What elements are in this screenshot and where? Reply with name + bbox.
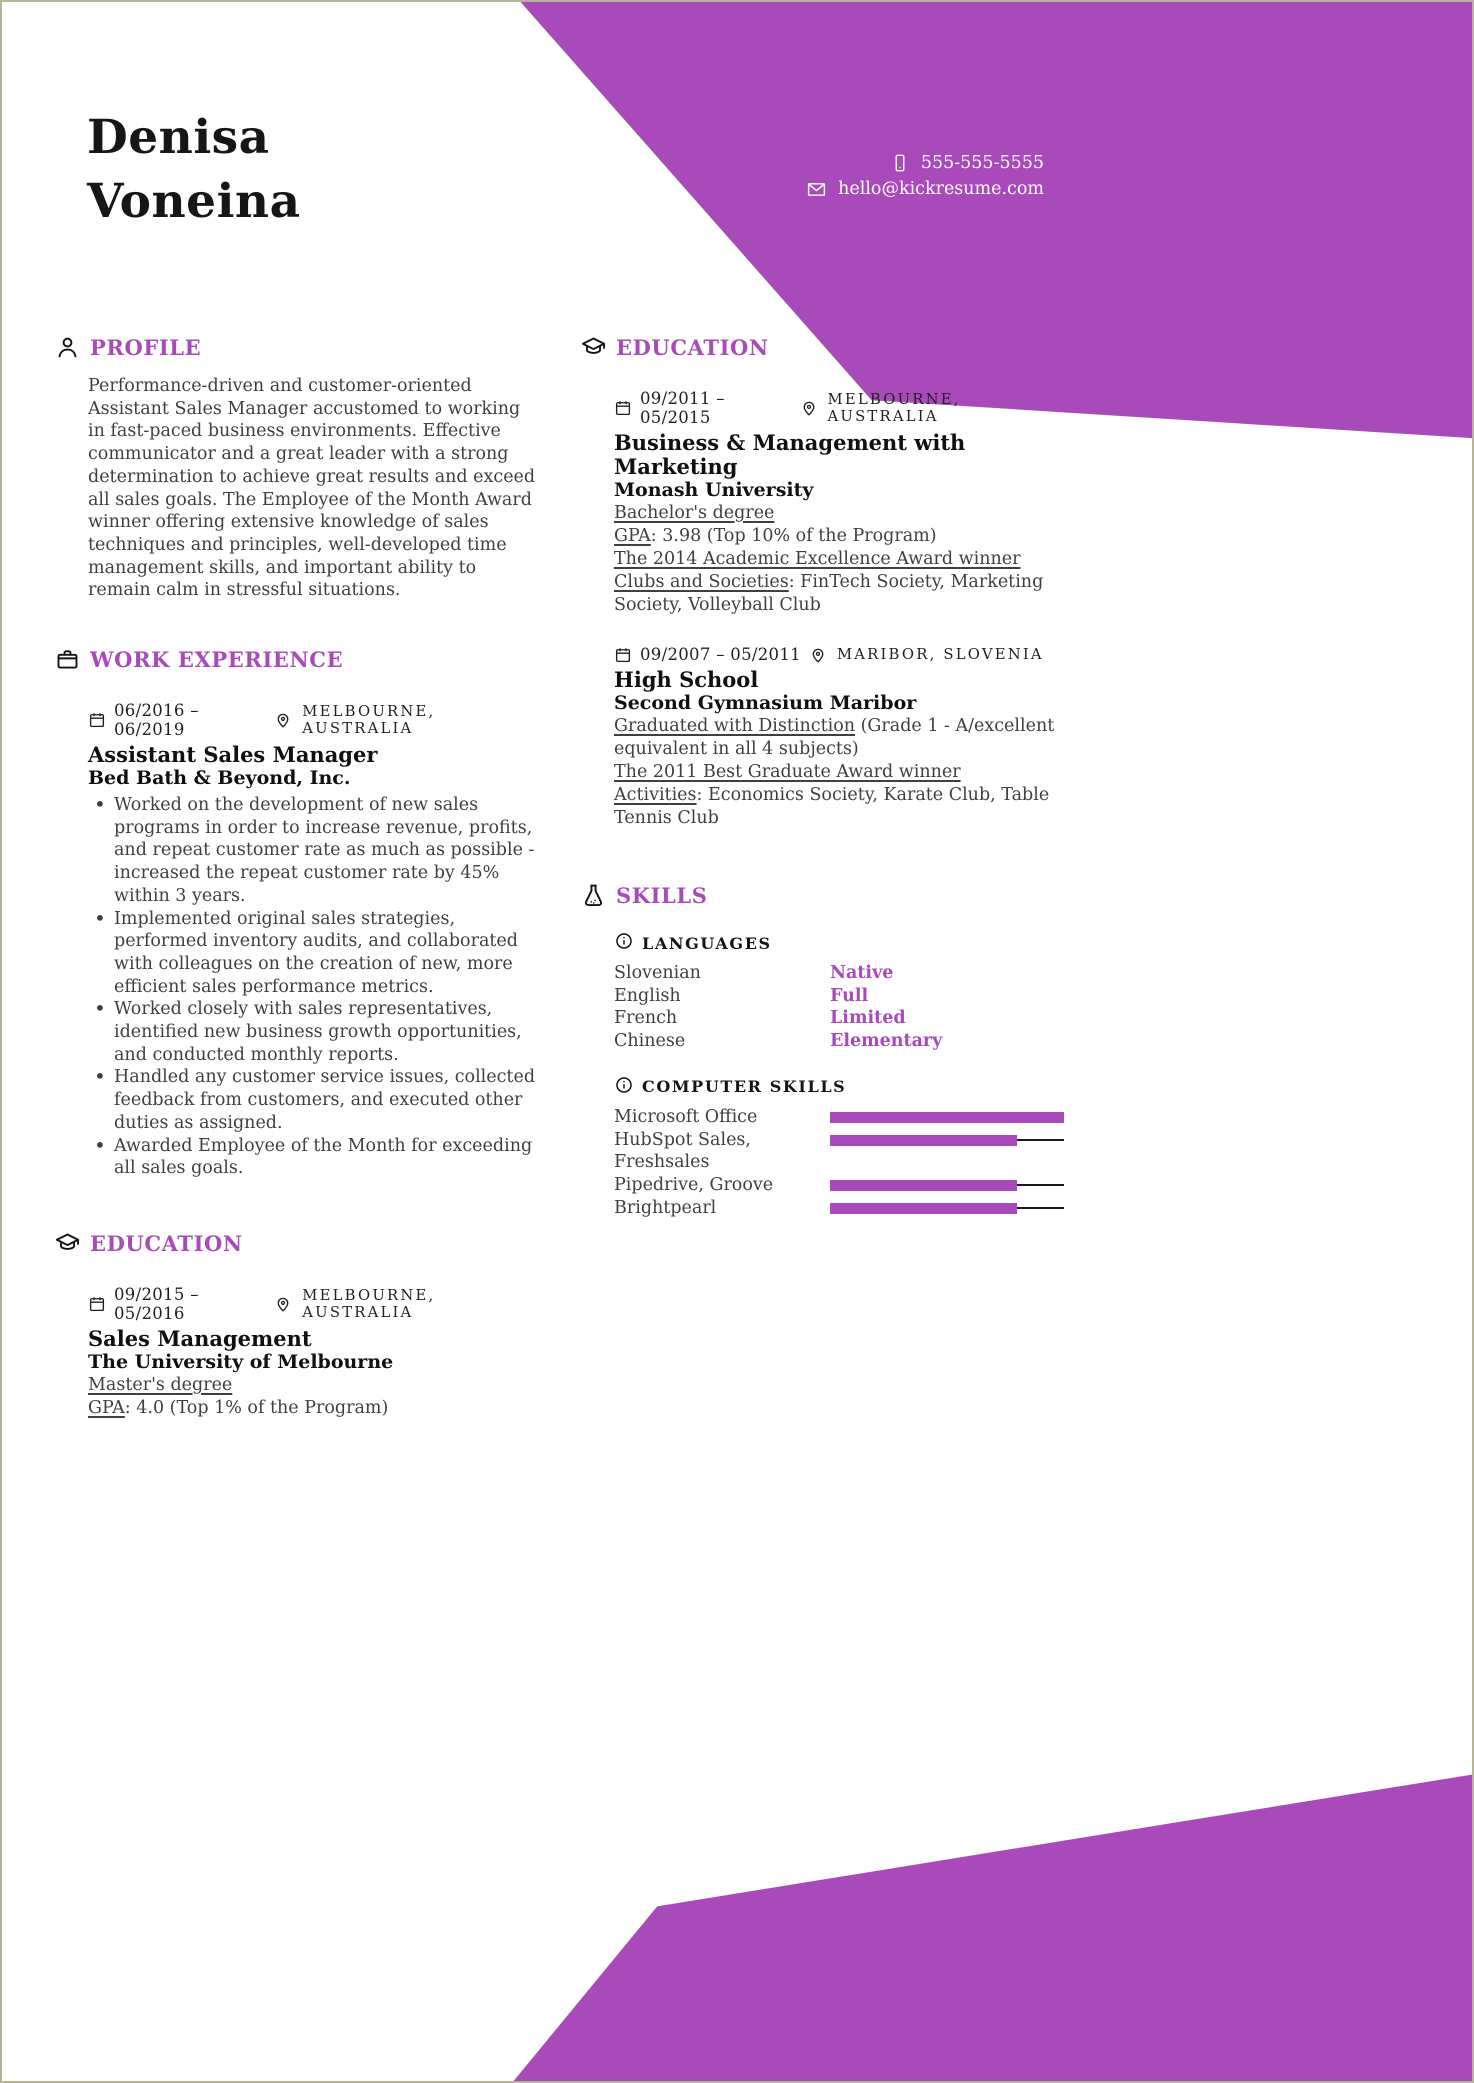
education-detail: Bachelor's degree (614, 503, 775, 523)
education-entry-org: Second Gymnasium Maribor (614, 692, 917, 714)
skill-row: Microsoft Office (614, 1106, 1064, 1129)
skill-level-bar (830, 1203, 1064, 1214)
education-detail: GPA: 3.98 (Top 10% of the Program) (614, 526, 937, 546)
language-row: English Full (614, 985, 869, 1006)
education-entry-dates: 09/2011 – 05/2015 (640, 389, 725, 427)
last-name: Voneina (87, 174, 301, 229)
graduation-cap-icon (580, 334, 607, 361)
languages-list (614, 962, 1064, 1053)
phone-icon (890, 153, 910, 173)
computer-skills-block (614, 1075, 1064, 1220)
education-entry-location: MELBOURNE, AUSTRALIA (302, 1286, 436, 1321)
location-pin-icon (800, 399, 818, 417)
skill-level-bar (830, 1135, 1064, 1146)
education-entry-role: Business & Management with Marketing (614, 430, 966, 479)
education-left-header (54, 1230, 540, 1257)
skills-section (580, 882, 1064, 1219)
education-detail: Master's degree (88, 1374, 233, 1395)
education-left-title: EDUCATION (90, 1230, 243, 1256)
education-detail: Activities: Economics Society, Karate Club, Table Tennis Club (614, 785, 1050, 828)
education-entry-role: High School (614, 667, 759, 692)
phone-number: 555-555-5555 (920, 153, 1044, 173)
phone-row (806, 150, 1044, 176)
language-row: French Limited (614, 1008, 906, 1029)
language-row: Slovenian Native (614, 963, 894, 983)
languages-label-row (614, 931, 1064, 955)
location-pin-icon (274, 1295, 292, 1313)
contact-block (806, 150, 1044, 202)
calendar-icon (88, 1295, 106, 1313)
work-experience-section (54, 646, 540, 1180)
work-entry-location: MELBOURNE, AUSTRALIA (302, 703, 436, 738)
work-entry-role: Assistant Sales Manager (88, 742, 378, 768)
education-detail: Graduated with Distinction (Grade 1 - A/excellent equivalent in all 4 subjects) (614, 716, 1055, 759)
education-right-header (580, 334, 1064, 361)
bullet-item: • Implemented original sales strategies, performed inventory audits, and collaborated with colleagues on the creation of new, more efficient sales performance metrics. (88, 908, 540, 999)
profile-section (54, 334, 540, 602)
info-icon (614, 931, 634, 955)
flask-icon (580, 882, 607, 909)
skills-header (580, 882, 1064, 909)
education-left-section (54, 1230, 540, 1420)
person-icon (54, 334, 81, 361)
education-entry-org: The University of Melbourne (88, 1350, 394, 1373)
education-entry-dates: 09/2015 – 05/2016 (114, 1284, 199, 1323)
education-entry-meta (614, 389, 1064, 427)
work-experience-title: WORK EXPERIENCE (90, 647, 344, 673)
education-entry-org: Monash University (614, 479, 814, 501)
info-icon (614, 1075, 634, 1099)
education-entry-role: Sales Management (88, 1325, 312, 1351)
skill-level-bar (830, 1180, 1064, 1191)
education-right-title: EDUCATION (616, 335, 769, 360)
first-name: Denisa (87, 110, 270, 165)
bullet-item: • Worked closely with sales representatives, identified new business growth opportunities, and conducted monthly reports. (88, 998, 540, 1066)
languages-block (614, 931, 1064, 1053)
work-entry-dates: 06/2016 – 06/2019 (114, 701, 199, 740)
skill-row: Pipedrive, Groove (614, 1174, 1064, 1197)
bullet-item: • Awarded Employee of the Month for exceeding all sales goals. (88, 1135, 540, 1180)
skills-title: SKILLS (616, 883, 708, 908)
email-row (806, 176, 1044, 202)
language-row: Chinese Elementary (614, 1031, 943, 1052)
education-entry-dates: 09/2007 – 05/2011 (640, 645, 801, 664)
work-entry (88, 701, 540, 1180)
skill-row: HubSpot Sales, Freshsales (614, 1129, 1064, 1174)
skill-level-bar (830, 1112, 1064, 1123)
education-entry-meta (614, 645, 1064, 664)
education-detail: GPA: 4.0 (Top 1% of the Program) (88, 1397, 389, 1418)
education-entry (614, 645, 1064, 830)
bullet-item: • Handled any customer service issues, collected feedback from customers, and executed other duties as assigned. (88, 1066, 540, 1134)
profile-title: PROFILE (90, 335, 202, 360)
location-pin-icon (809, 646, 827, 664)
education-entry (88, 1285, 540, 1420)
right-column (580, 334, 1064, 1219)
computer-skills-label: COMPUTER SKILLS (642, 1077, 847, 1097)
education-entry-meta (88, 1285, 540, 1323)
work-entry-org: Bed Bath & Beyond, Inc. (88, 767, 351, 790)
bullet-item: • Worked on the development of new sales programs in order to increase revenue, profits, and repeat customer rate as much as possible - increased the repeat customer rate by 45% within 3 years. (88, 794, 540, 908)
languages-label: LANGUAGES (642, 933, 772, 953)
education-detail: The 2011 Best Graduate Award winner (614, 762, 961, 782)
education-detail: The 2014 Academic Excellence Award winner (614, 549, 1021, 569)
briefcase-icon (54, 646, 81, 673)
left-column (54, 334, 540, 1420)
skill-row: Brightpearl (614, 1197, 1064, 1220)
education-entry-location: MELBOURNE, AUSTRALIA (827, 391, 961, 425)
calendar-icon (614, 646, 632, 664)
work-entry-bullets (88, 794, 540, 1180)
computer-skills-list (614, 1106, 1064, 1220)
calendar-icon (88, 711, 106, 729)
computer-skills-label-row (614, 1075, 1064, 1099)
education-right-section (580, 334, 1064, 830)
education-entry (614, 389, 1064, 617)
graduation-cap-icon (54, 1230, 81, 1257)
work-experience-header (54, 646, 540, 673)
bottom-purple-shape (514, 1775, 1472, 2081)
education-detail: Clubs and Societies: FinTech Society, Marketing Society, Volleyball Club (614, 572, 1044, 615)
email-address: hello@kickresume.com (838, 179, 1044, 199)
mail-icon (806, 179, 827, 200)
calendar-icon (614, 399, 632, 417)
profile-text: Performance-driven and customer-oriented Assistant Sales Manager accustomed to working in fast-paced business environments. Effective communicator and a great leader with a strong determination to achieve great results and exceed all sales goals. The Employee of the Month Award winner offering extensive knowledge of sales techniques and principles, well-developed time management skills, and important ability to remain calm in stressful situations. (88, 376, 536, 601)
education-entry-location: MARIBOR, SLOVENIA (836, 646, 1044, 663)
candidate-name (87, 106, 301, 234)
work-entry-meta (88, 701, 540, 739)
location-pin-icon (274, 711, 292, 729)
profile-header (54, 334, 540, 361)
